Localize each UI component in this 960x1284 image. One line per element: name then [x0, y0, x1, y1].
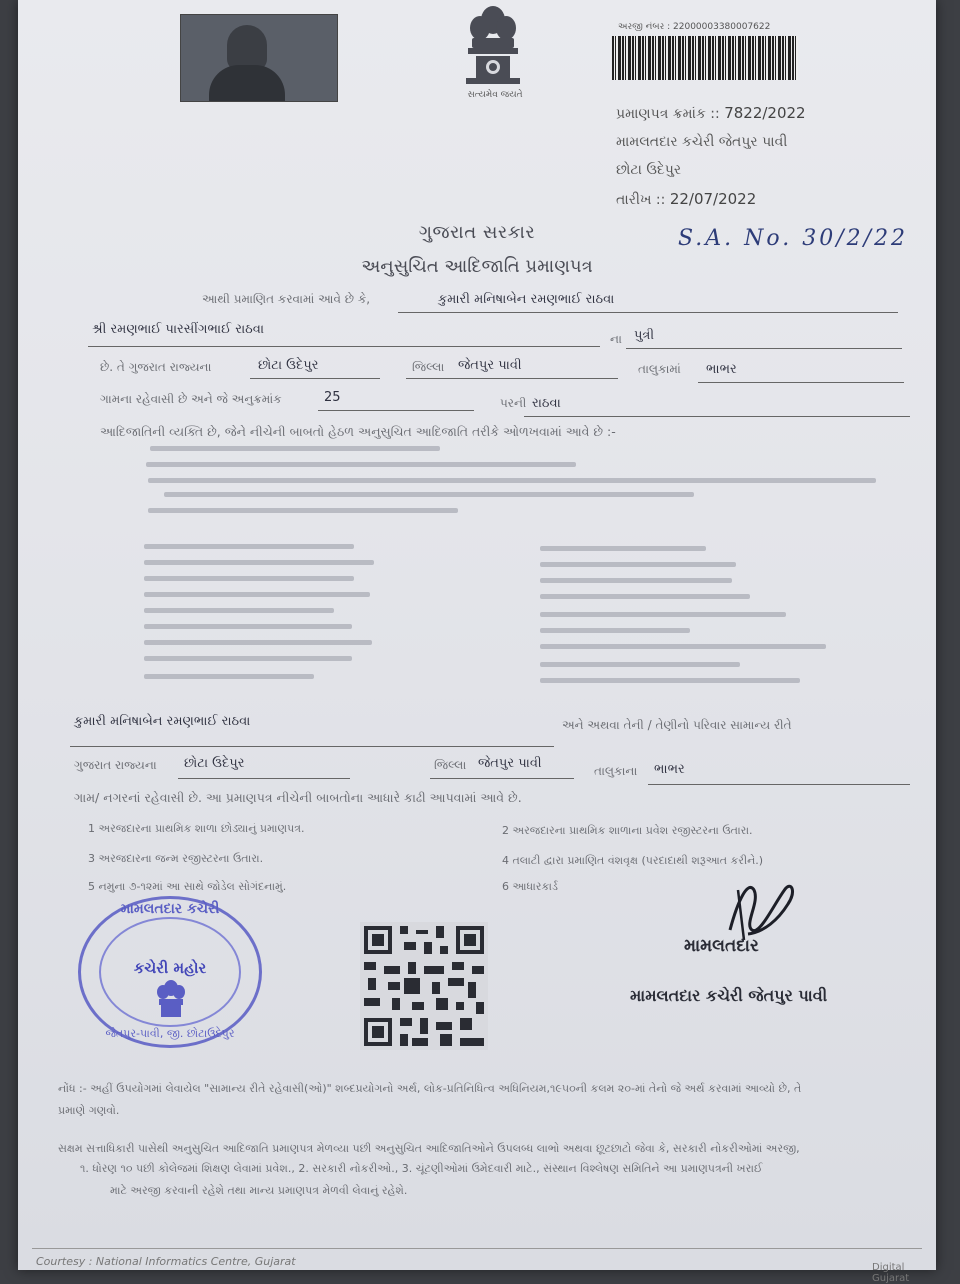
- taluka-label: તાલુકામાં: [638, 362, 681, 376]
- digital-gujarat-text: Digital Gujarat: [872, 1262, 910, 1284]
- barcode: [612, 36, 798, 80]
- footer-note-1-continued: પ્રમાણે ગણવો.: [58, 1104, 120, 1117]
- footer-note-2-end: માટે અરજી કરવાની રહેશે તથા માન્ય પ્રમાણપત્ર મેળવી લેવાનું રહેશે.: [110, 1184, 408, 1197]
- seal-center-text: કચેરી મહોર: [133, 959, 207, 977]
- basis-item-2: 2 અરજદારના પ્રાથમિક શાળાના પ્રવેશ રજીસ્ટરના ઉતારા.: [502, 824, 753, 837]
- basis-item-1: 1 અરજદારના પ્રાથમિક શાળા છોડ્યાનું પ્રમાણપત્ર.: [88, 822, 305, 835]
- qr-code: [360, 922, 488, 1050]
- taluka-value-2: જેતપુર પાવી: [478, 756, 542, 771]
- district-value: છોટા ઉદેપુર: [258, 358, 319, 373]
- resident-label: ગામના રહેવાસી છે અને જે અનુક્રમાંક: [100, 392, 282, 406]
- issue-date-row: [616, 190, 756, 208]
- handwritten-note: S.A. No. 30/2/22: [678, 226, 909, 251]
- issue-date-label: તારીખ ::: [616, 192, 666, 208]
- issue-date: 22/07/2022: [669, 190, 757, 208]
- issuing-district: છોટા ઉદેપુર: [616, 162, 682, 178]
- basis-item-6: 6 આધારકાર્ડ: [502, 880, 558, 893]
- applicant-photo: [180, 14, 338, 102]
- certificate-number: 7822/2022: [724, 104, 806, 122]
- seal-bottom-text: જેતપુર-પાવી, જી. છોટાઉદેપુર: [105, 1027, 235, 1040]
- taluka-label-2: તાલુકાના: [594, 764, 638, 778]
- national-emblem-icon: [458, 2, 528, 102]
- applicant-name-repeat: કુમારી મનિષાબેન રમણભાઈ રાઠવા: [74, 714, 251, 729]
- application-number: અરજી નંબર : 22000003380007622: [618, 22, 771, 32]
- basis-item-3: 3 અરજદારના જન્મ રજીસ્ટરના ઉતારા.: [88, 852, 264, 865]
- taluka-value: જેતપુર પાવી: [458, 358, 522, 373]
- applicant-name: કુમારી મનિષાબેન રમણભાઈ રાઠવા: [438, 292, 615, 307]
- district-value-2: છોટા ઉદેપુર: [184, 756, 245, 771]
- village: ભાભર: [706, 362, 737, 377]
- state-label-2: ગુજરાત રાજ્યના: [74, 758, 157, 772]
- basis-item-4: 4 તલાટી દ્વારા પ્રમાણિત વંશવૃક્ષ (પરદાદાથી શરૂઆત કરીને.): [502, 854, 764, 867]
- certificate-number-label: પ્રમાણપત્ર ક્રમાંક ::: [616, 106, 720, 122]
- serial-number: 25: [324, 390, 341, 405]
- government-title: ગુજરાત સરકાર: [418, 222, 536, 243]
- relation-label: ના: [610, 332, 622, 346]
- state-label: છે. તે ગુજરાત રાજ્યના: [100, 360, 212, 374]
- family-statement: અને અથવા તેની / તેણીનો પરિવાર સામાન્ય રીતે: [562, 718, 792, 732]
- signatory-title: મામલતદાર: [684, 936, 759, 956]
- seal-top-text: મામલતદાર કચેરી: [120, 901, 220, 917]
- footer-note-2-continued: ૧. ધોરણ ૧૦ પછી કોલેજમાં શિક્ષણ લેવામાં પ્રવેશ., 2. સરકારી નોકરીઓ., 3. ચૂંટણીઓમાં ઉમેદવારી માટે., સંસ્થાન વિશ્લેષણ સમિતિને આ પ્રમાણપત્રની ખરાઈ: [80, 1162, 763, 1175]
- district-label-2: જિલ્લા: [434, 758, 467, 772]
- tribe: રાઠવા: [532, 396, 561, 411]
- issue-basis-statement: ગામ/ નગરનાં રહેવાસી છે. આ પ્રમાણપત્ર નીચેની બાબતોના આધારે કાઢી આપવામાં આવે છે.: [74, 790, 522, 805]
- certificate-page: [18, 0, 936, 1284]
- footer-note-2: સક્ષમ સત્તાધિકારી પાસેથી અનુસુચિત આદિજાતિ પ્રમાણપત્ર મેળવ્યા પછી અનુસુચિત આદિજાતિઓને ઉપલબ્ધ લાભો અથવા છૂટછાટો જેવા કે, સરકારી નોકરીઓમાં અરજી,: [58, 1142, 800, 1155]
- relation: પુત્રી: [634, 328, 655, 343]
- footer-note-1: નોંધ :- અહીં ઉપયોગમાં લેવાયેલ "સામાન્ય રીતે રહેવાસી(ઓ)" શબ્દપ્રયોગનો અર્થ, લોક-પ્રતિનિધિત્વ અધિનિયમ,૧૯૫૦ની કલમ ૨૦-માં તેનો જે અર્થ કરવામાં આવ્યો છે, તે: [58, 1082, 802, 1095]
- seal-emblem-icon: [151, 979, 191, 1021]
- courtesy-text: Courtesy : National Informatics Centre, Gujarat: [36, 1255, 296, 1268]
- village-2: ભાભર: [654, 762, 685, 777]
- certificate-number-row: [616, 104, 806, 122]
- office-seal: [78, 896, 262, 1048]
- signatory-office: મામલતદાર કચેરી જેતપુર પાવી: [630, 986, 828, 1005]
- caste-label: પરની: [500, 396, 527, 410]
- district-label: જિલ્લા: [412, 360, 445, 374]
- recognition-statement: આદિજાતિની વ્યક્તિ છે, જેને નીચેની બાબતો હેઠળ અનુસુચિત આદિજાતિ તરીકે ઓળખવામાં આવે છે :-: [100, 424, 616, 439]
- certify-label: આથી પ્રમાણિત કરવામાં આવે છે કે,: [202, 292, 371, 306]
- father-name: શ્રી રમણભાઈ પારસીંગભાઈ રાઠવા: [92, 322, 265, 337]
- issuing-office: મામલતદાર કચેરી જેતપુર પાવી: [616, 134, 788, 150]
- basis-item-5: 5 નમુના ૭-૧૨માં આ સાથે જોડેલ સોગંદનામું.: [88, 880, 287, 893]
- emblem-caption: સત્યમેવ જયતે: [467, 90, 523, 100]
- certificate-title: અનુસુચિત આદિજાતિ પ્રમાણપત્ર: [361, 256, 593, 277]
